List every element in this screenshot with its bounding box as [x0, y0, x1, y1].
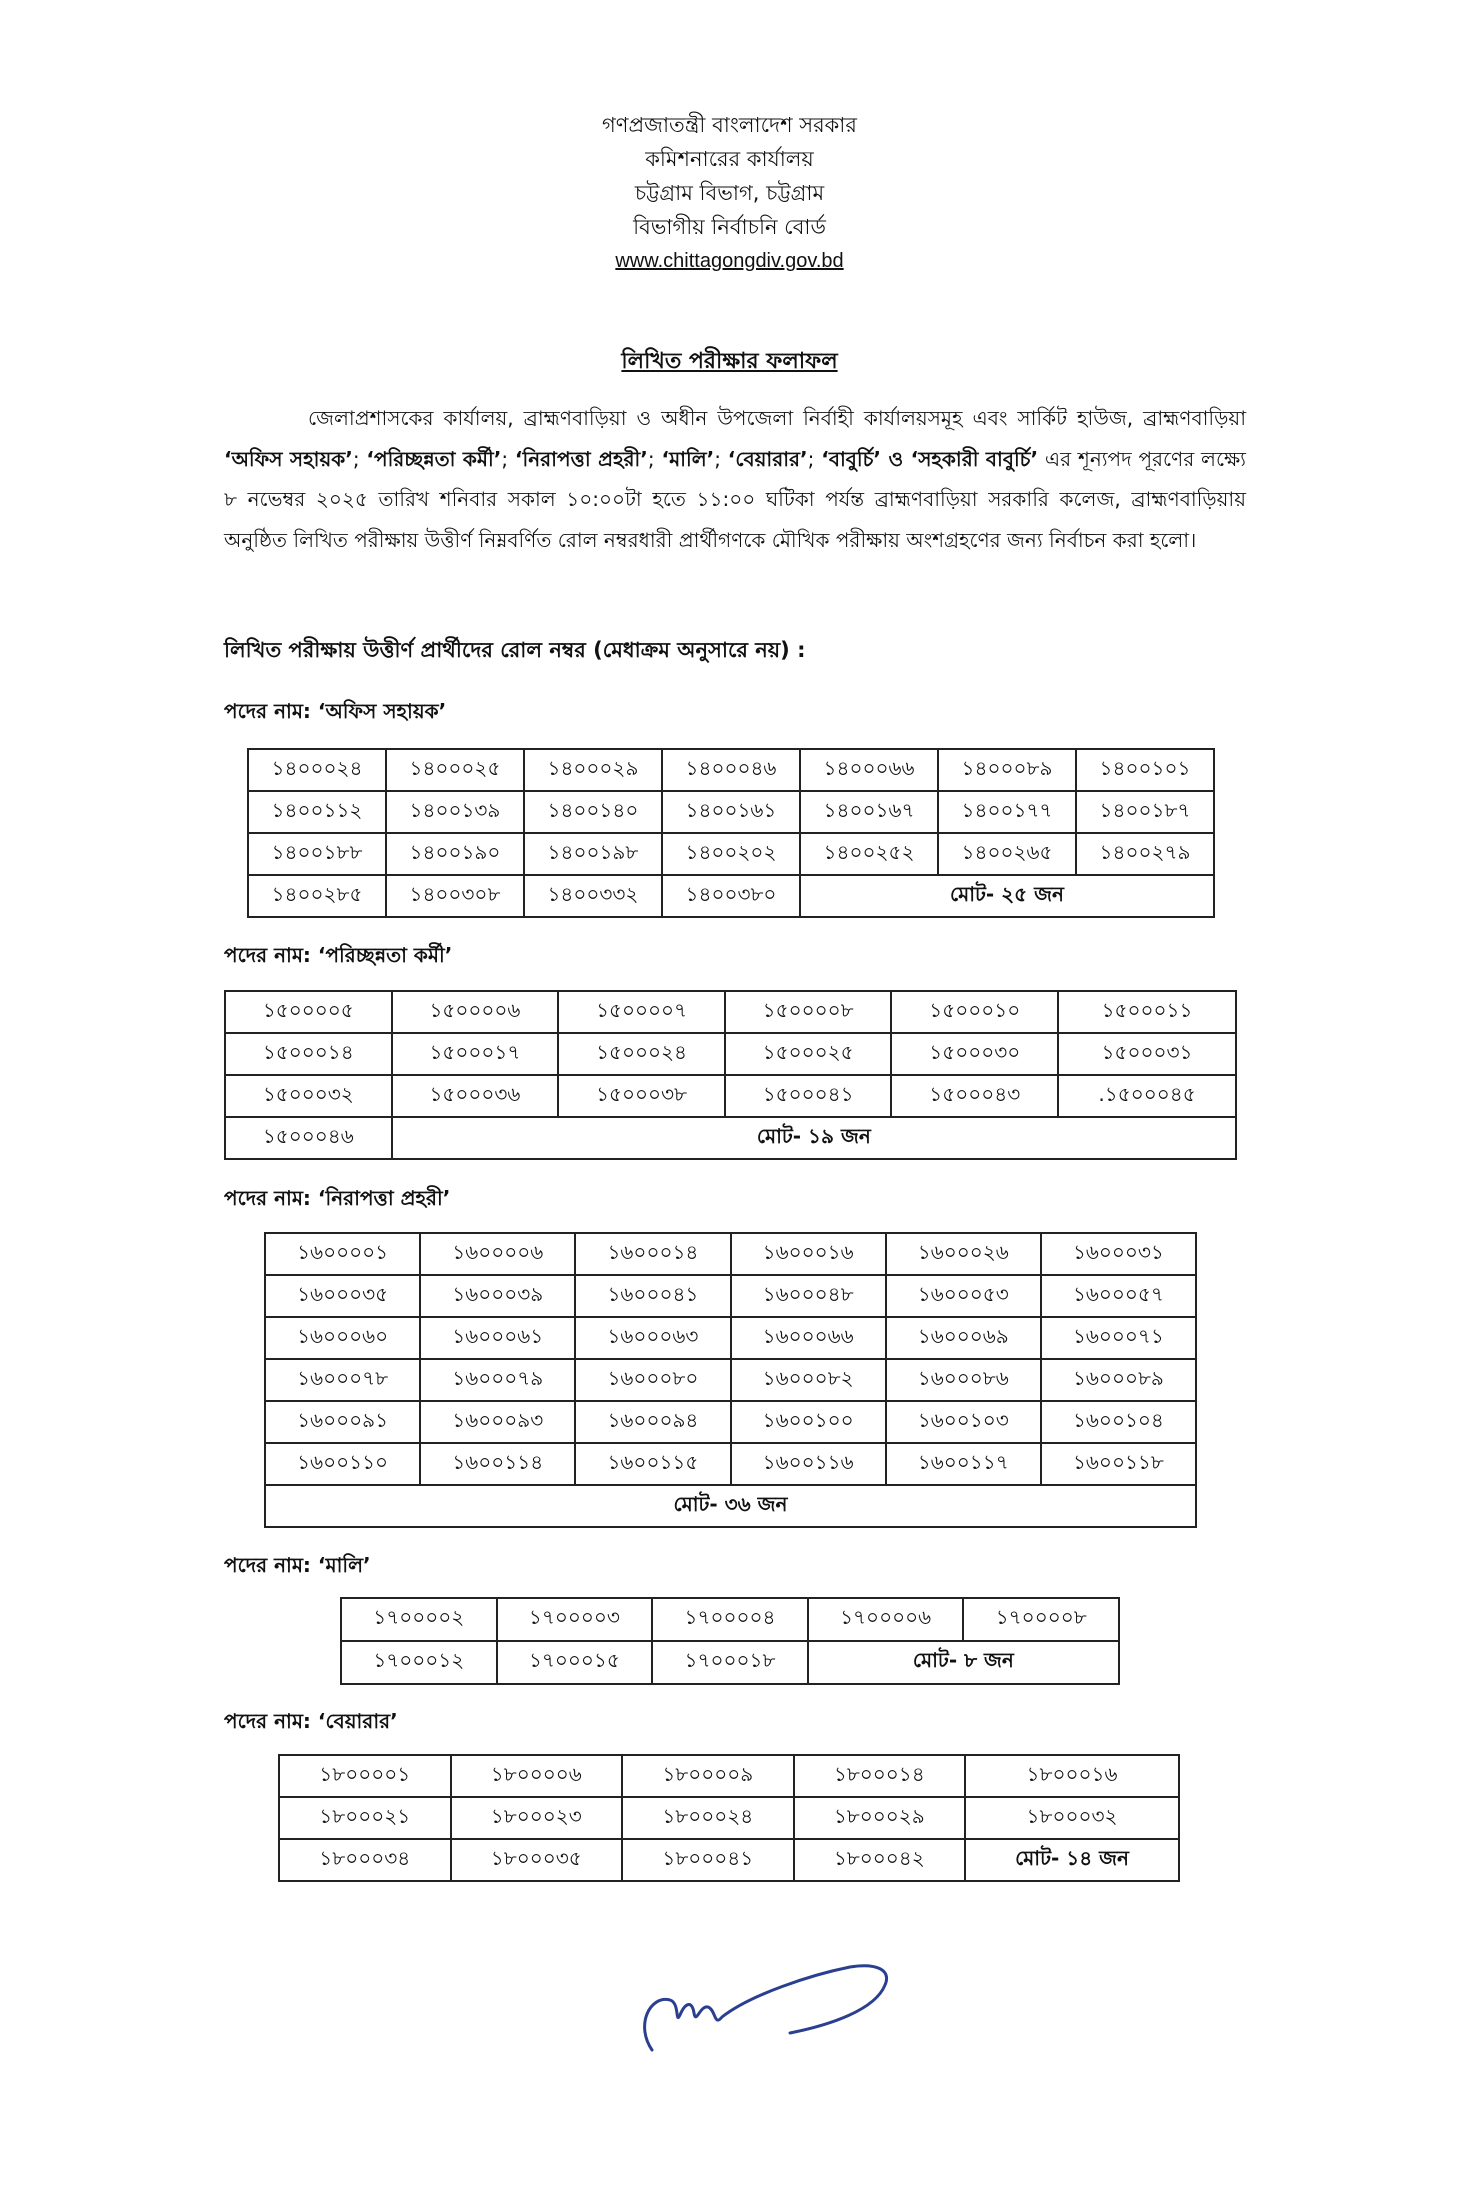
table-row — [265, 1233, 1196, 1275]
roll-number-cell: ১৫০০০০৫ — [225, 991, 392, 1033]
post-title: পদের নাম: ‘বেয়ারার’ — [224, 1709, 398, 1733]
roll-number-cell: ১৮০০০৩৫ — [451, 1839, 623, 1881]
roll-number-cell: ১৬০০০৬৯ — [886, 1317, 1041, 1359]
roll-number-cell: ১৪০০৩৮০ — [662, 875, 800, 917]
roll-number-cell: ১৮০০০০১ — [279, 1755, 451, 1797]
roll-number-cell: ১৫০০০১৭ — [392, 1033, 559, 1075]
roll-number-cell: ১৪০০১১২ — [248, 791, 386, 833]
roll-number-cell: ১৮০০০২৯ — [794, 1797, 966, 1839]
text: জেলাপ্রশাসকের কার্যালয়, ব্রাহ্মণবাড়িয়া ও অধীন উপজেলা নির্বাহী কার্যালয়সমূহ এবং সার্কিট হাউজ, ব্রাহ্মণবাড়িয়া — [308, 406, 1246, 430]
roll-number-cell: ১৬০০০৯৪ — [575, 1401, 730, 1443]
text: ; — [807, 446, 822, 471]
document-title: লিখিত পরীক্ষার ফলাফল — [621, 349, 838, 374]
table-row — [265, 1359, 1196, 1401]
table-row — [265, 1317, 1196, 1359]
roll-number-cell: ১৮০০০০৯ — [622, 1755, 794, 1797]
table-row — [225, 1075, 1236, 1117]
roll-number-cell: ১৬০০০৮৬ — [886, 1359, 1041, 1401]
table-row — [225, 1033, 1236, 1075]
post-office-assistant: ‘অফিস সহায়ক’ — [224, 446, 353, 471]
post-title: পদের নাম: ‘অফিস সহায়ক’ — [224, 699, 447, 723]
roll-number-cell: ১৫০০০০৬ — [392, 991, 559, 1033]
signature — [630, 1955, 910, 2065]
total-count-cell: মোট- ৩৬ জন — [265, 1485, 1196, 1527]
text: এর শূন্যপদ পূরণের লক্ষ্যে ৮ নভেম্বর ২০২৫ তারিখ শনিবার সকাল ১০:০০টা হতে ১১:০০ ঘটিকা পর্যন্ত ব্রাহ্মণবাড়িয়া সরকারি কলেজ, ব্রাহ্মণবাড়িয়ায় অনুষ্ঠিত লিখিত পরীক্ষায় উত্তীর্ণ নিম্নবর্ণিত রোল নম্বরধারী প্রার্থীগণকে মৌখিক পরীক্ষায় অংশগ্রহণের জন্য নির্বাচন করা হলো। — [224, 446, 1246, 552]
roll-number-cell: ১৪০০১৩৯ — [386, 791, 524, 833]
roll-number-cell: ১৬০০০১৬ — [731, 1233, 886, 1275]
roll-number-cell: ১৮০০০৪১ — [622, 1839, 794, 1881]
table-row — [225, 1117, 1236, 1159]
roll-number-cell: ১৬০০০৯১ — [265, 1401, 420, 1443]
roll-number-cell: ১৪০০১৯০ — [386, 833, 524, 875]
table-row — [265, 1485, 1196, 1527]
roll-number-cell: ১৬০০০৪১ — [575, 1275, 730, 1317]
table-row — [248, 791, 1214, 833]
roll-number-cell: ১৪০০১৬১ — [662, 791, 800, 833]
roll-number-cell: ১৫০০০৩৬ — [392, 1075, 559, 1117]
table-row — [265, 1443, 1196, 1485]
roll-number-cell: ১৭০০০০৪ — [652, 1598, 808, 1641]
roll-number-cell: ১৫০০০৩২ — [225, 1075, 392, 1117]
roll-number-cell: ১৮০০০২৩ — [451, 1797, 623, 1839]
roll-table — [264, 1232, 1197, 1528]
roll-number-cell: ১৬০০০৭৯ — [420, 1359, 575, 1401]
roll-number-cell: ১৫০০০৩০ — [891, 1033, 1058, 1075]
roll-number-cell: ১৬০০০৭৮ — [265, 1359, 420, 1401]
table-row — [248, 749, 1214, 791]
roll-number-cell: ১৭০০০০৩ — [497, 1598, 653, 1641]
roll-number-cell: ১৪০০২৬৫ — [938, 833, 1076, 875]
roll-table — [340, 1597, 1120, 1685]
roll-number-cell: ১৬০০০৯৩ — [420, 1401, 575, 1443]
roll-number-cell: ১৪০০০৮৯ — [938, 749, 1076, 791]
roll-number-cell: ১৪০০৩৩২ — [524, 875, 662, 917]
table-row — [225, 991, 1236, 1033]
roll-number-cell: ১৪০০০৬৬ — [800, 749, 938, 791]
table-row — [279, 1755, 1179, 1797]
post-cleaner: ‘পরিচ্ছন্নতা কর্মী’ — [366, 446, 502, 471]
roll-number-cell: ১৫০০০৩৮ — [558, 1075, 725, 1117]
roll-number-cell: ১৫০০০২৫ — [725, 1033, 892, 1075]
roll-number-cell: ১৫০০০১১ — [1058, 991, 1236, 1033]
text: ; — [714, 446, 728, 471]
roll-number-cell: ১৬০০১১৬ — [731, 1443, 886, 1485]
roll-number-cell: ১৭০০০০৬ — [808, 1598, 964, 1641]
roll-number-cell: ১৬০০০৮০ — [575, 1359, 730, 1401]
roll-table — [278, 1754, 1180, 1882]
roll-number-cell: ১৬০০০৩৯ — [420, 1275, 575, 1317]
roll-number-cell: ১৭০০০০২ — [341, 1598, 497, 1641]
roll-number-cell: ১৬০০১১০ — [265, 1443, 420, 1485]
roll-number-cell: ১৬০০০০১ — [265, 1233, 420, 1275]
letterhead-line: চট্টগ্রাম বিভাগ, চট্টগ্রাম — [634, 181, 825, 205]
roll-number-cell: .১৫০০০৪৫ — [1058, 1075, 1236, 1117]
letterhead-line: গণপ্রজাতন্ত্রী বাংলাদেশ সরকার — [602, 113, 857, 137]
roll-number-cell: ১৬০০০৬০ — [265, 1317, 420, 1359]
roll-number-cell: ১৬০০০৫৩ — [886, 1275, 1041, 1317]
letterhead — [0, 108, 1459, 278]
roll-number-cell: ১৪০০১৮৭ — [1076, 791, 1214, 833]
roll-number-cell: ১৬০০০৬৩ — [575, 1317, 730, 1359]
roll-number-cell: ১৫০০০৪৩ — [891, 1075, 1058, 1117]
roll-number-cell: ১৮০০০১৪ — [794, 1755, 966, 1797]
text: ; — [501, 446, 515, 471]
roll-number-cell: ১৬০০০৭১ — [1041, 1317, 1196, 1359]
roll-number-cell: ১৪০০১৭৭ — [938, 791, 1076, 833]
roll-number-cell: ১৮০০০১৬ — [965, 1755, 1179, 1797]
roll-table — [247, 748, 1215, 918]
roll-number-cell: ১৬০০০০৬ — [420, 1233, 575, 1275]
table-row — [279, 1797, 1179, 1839]
roll-number-cell: ১৬০০০৪৮ — [731, 1275, 886, 1317]
roll-number-cell: ১৪০০০২৯ — [524, 749, 662, 791]
roll-number-cell: ১৬০০০৫৭ — [1041, 1275, 1196, 1317]
table-row — [279, 1839, 1179, 1881]
text: ; — [647, 446, 662, 471]
roll-number-cell: ১৬০০০৬১ — [420, 1317, 575, 1359]
roll-number-cell: ১৬০০১১৮ — [1041, 1443, 1196, 1485]
roll-number-cell: ১৫০০০০৮ — [725, 991, 892, 1033]
roll-number-cell: ১৬০০১০৩ — [886, 1401, 1041, 1443]
post-title: পদের নাম: ‘নিরাপত্তা প্রহরী’ — [224, 1186, 451, 1210]
post-title: পদের নাম: ‘পরিচ্ছন্নতা কর্মী’ — [224, 943, 453, 967]
roll-number-cell: ১৫০০০৩১ — [1058, 1033, 1236, 1075]
roll-number-cell: ১৫০০০৪১ — [725, 1075, 892, 1117]
table-row — [265, 1275, 1196, 1317]
total-count-cell: মোট- ১৪ জন — [965, 1839, 1179, 1881]
roll-number-cell: ১৮০০০৩২ — [965, 1797, 1179, 1839]
post-bearer: ‘বেয়ারার’ — [727, 446, 808, 471]
roll-number-cell: ১৫০০০১৪ — [225, 1033, 392, 1075]
roll-number-cell: ১৪০০২০২ — [662, 833, 800, 875]
roll-number-cell: ১৬০০০৬৬ — [731, 1317, 886, 1359]
table-row — [265, 1401, 1196, 1443]
website-link[interactable]: www.chittagongdiv.gov.bd — [615, 250, 844, 272]
text: ; — [352, 446, 367, 471]
roll-number-cell: ১৬০০১১৭ — [886, 1443, 1041, 1485]
roll-number-cell: ১৭০০০১৮ — [652, 1641, 808, 1684]
roll-number-cell: ১৬০০০২৬ — [886, 1233, 1041, 1275]
roll-number-cell: ১৬০০০৩৫ — [265, 1275, 420, 1317]
roll-number-cell: ১৬০০০৮৯ — [1041, 1359, 1196, 1401]
table-row — [248, 875, 1214, 917]
post-security-guard: ‘নিরাপত্তা প্রহরী’ — [514, 446, 648, 471]
total-count-cell: মোট- ১৯ জন — [392, 1117, 1236, 1159]
roll-number-cell: ১৪০০০৪৬ — [662, 749, 800, 791]
roll-number-cell: ১৪০০১০১ — [1076, 749, 1214, 791]
roll-list-heading: লিখিত পরীক্ষায় উত্তীর্ণ প্রার্থীদের রোল নম্বর (মেধাক্রম অনুসারে নয়) : — [224, 638, 806, 662]
table-row — [341, 1641, 1119, 1684]
roll-number-cell: ১৪০০২৭৯ — [1076, 833, 1214, 875]
letterhead-line: কমিশনারের কার্যালয় — [645, 147, 814, 171]
roll-number-cell: ১৮০০০০৬ — [451, 1755, 623, 1797]
roll-number-cell: ১৭০০০১২ — [341, 1641, 497, 1684]
roll-number-cell: ১৬০০১০৪ — [1041, 1401, 1196, 1443]
roll-number-cell: ১৪০০০২৫ — [386, 749, 524, 791]
roll-number-cell: ১৪০০০২৪ — [248, 749, 386, 791]
table-row — [248, 833, 1214, 875]
roll-number-cell: ১৬০০০১৪ — [575, 1233, 730, 1275]
table-row — [341, 1598, 1119, 1641]
roll-number-cell: ১৮০০০৪২ — [794, 1839, 966, 1881]
roll-number-cell: ১৮০০০২৪ — [622, 1797, 794, 1839]
post-title: পদের নাম: ‘মালি’ — [224, 1553, 371, 1577]
roll-number-cell: ১৪০০৩০৮ — [386, 875, 524, 917]
roll-number-cell: ১৮০০০৩৪ — [279, 1839, 451, 1881]
post-gardener: ‘মালি’ — [661, 446, 715, 471]
roll-number-cell: ১৪০০১৪০ — [524, 791, 662, 833]
letterhead-line: বিভাগীয় নির্বাচনি বোর্ড — [633, 215, 826, 239]
roll-number-cell: ১৪০০২৮৫ — [248, 875, 386, 917]
roll-number-cell: ১৬০০১১৪ — [420, 1443, 575, 1485]
roll-number-cell: ১৫০০০২৪ — [558, 1033, 725, 1075]
roll-number-cell: ১৪০০২৫২ — [800, 833, 938, 875]
notice-paragraph — [224, 398, 1246, 560]
roll-number-cell: ১৬০০১০০ — [731, 1401, 886, 1443]
roll-number-cell: ১৮০০০২১ — [279, 1797, 451, 1839]
roll-number-cell: ১৬০০১১৫ — [575, 1443, 730, 1485]
roll-table — [224, 990, 1237, 1160]
roll-number-cell: ১৪০০১৯৮ — [524, 833, 662, 875]
roll-number-cell: ১৫০০০৪৬ — [225, 1117, 392, 1159]
post-cook: ‘বাবুর্চি’ ও ‘সহকারী বাবুর্চি’ — [821, 446, 1039, 471]
roll-number-cell: ১৪০০১৬৭ — [800, 791, 938, 833]
roll-number-cell: ১৬০০০৮২ — [731, 1359, 886, 1401]
roll-number-cell: ১৭০০০০৮ — [963, 1598, 1119, 1641]
total-count-cell: মোট- ২৫ জন — [800, 875, 1214, 917]
roll-number-cell: ১৫০০০১০ — [891, 991, 1058, 1033]
roll-number-cell: ১৪০০১৮৮ — [248, 833, 386, 875]
roll-number-cell: ১৭০০০১৫ — [497, 1641, 653, 1684]
roll-number-cell: ১৫০০০০৭ — [558, 991, 725, 1033]
roll-number-cell: ১৬০০০৩১ — [1041, 1233, 1196, 1275]
total-count-cell: মোট- ৮ জন — [808, 1641, 1119, 1684]
